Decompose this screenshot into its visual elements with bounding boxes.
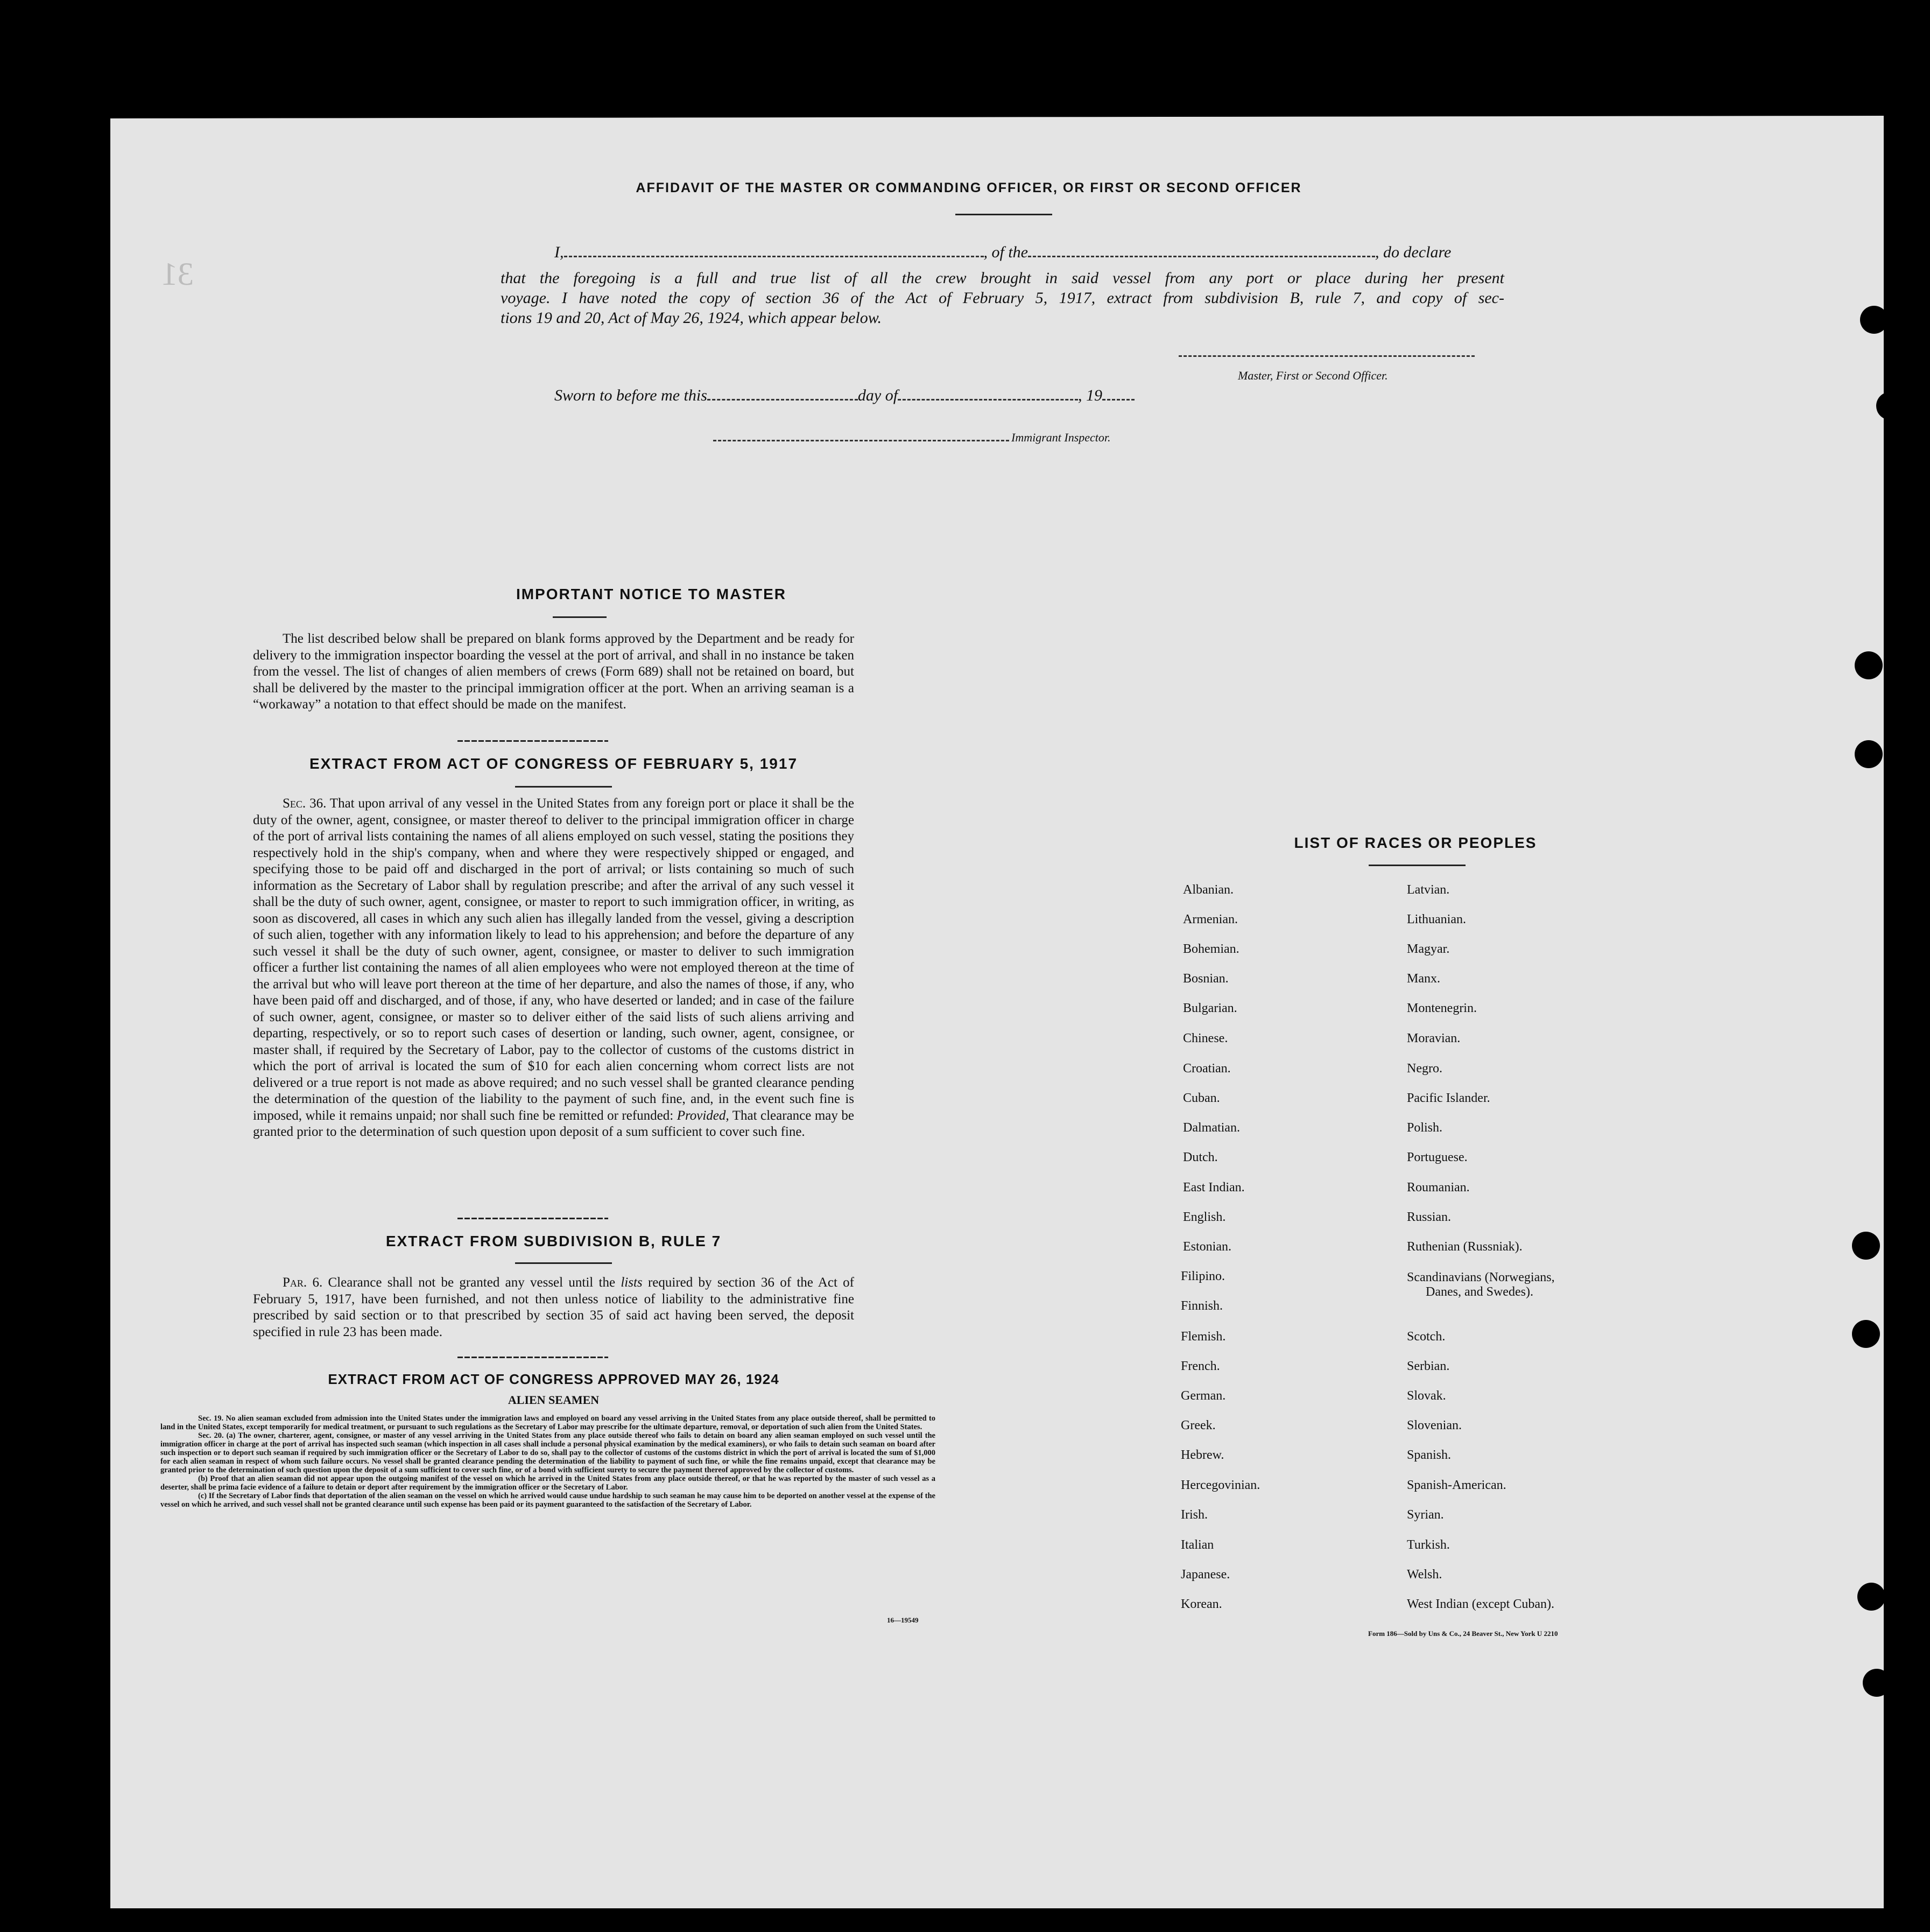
race-item: Armenian. xyxy=(1183,912,1238,926)
binder-hole xyxy=(1852,1320,1880,1348)
notice-body: The list described below shall be prepared on blank forms approved by the Department and be ready for delivery to the immigration inspector boarding the vessel at the port of arrival, and shall in no instance be taken from the vessel. The list of changes of alien members of crews (Form 689) shall not be retained on board, but shall be delivered by the master to the principal immigration officer at the port. When an arriving seaman is a “workaway” a notation to that effect should be made on the manifest. xyxy=(253,631,854,712)
extract-1917-title: EXTRACT FROM ACT OF CONGRESS OF FEBRUARY 5, 1917 xyxy=(309,755,798,772)
race-item: Roumanian. xyxy=(1407,1181,1470,1195)
race-item: Scandinavians (Norwegians, xyxy=(1407,1270,1555,1284)
race-item: Negro. xyxy=(1407,1062,1442,1076)
lists-label: lists xyxy=(621,1275,643,1290)
binder-hole xyxy=(1863,1669,1891,1697)
race-item: Serbian. xyxy=(1407,1359,1450,1373)
race-item: Japanese. xyxy=(1181,1568,1230,1582)
sworn-month-field[interactable] xyxy=(898,399,1078,401)
race-item: Dalmatian. xyxy=(1183,1121,1240,1135)
binder-hole xyxy=(1876,392,1904,420)
race-item: Croatian. xyxy=(1183,1062,1231,1076)
master-signature-label: Master, First or Second Officer. xyxy=(1238,369,1388,382)
binder-hole xyxy=(1860,306,1888,334)
race-item: Turkish. xyxy=(1407,1538,1450,1552)
race-item: English. xyxy=(1183,1210,1226,1224)
rule7-end-divider xyxy=(457,1357,608,1358)
affidavit-line2: that the foregoing is a full and true list of all the crew brought in said vessel from any port or place during her present xyxy=(501,269,1504,287)
master-signature-field[interactable] xyxy=(1179,355,1475,357)
par-6-text-b: required by section 36 of the Act of February 5, 1917, have been furnished, and not then unless notice of liability to the administrative fine prescribed by said section or to that prescribed by section 35 of said act having been served, the deposit specified in rule 23 has been made. xyxy=(253,1275,855,1339)
race-item: Moravian. xyxy=(1407,1031,1461,1045)
inspector-label: Immigrant Inspector. xyxy=(1011,431,1111,444)
race-item: Flemish. xyxy=(1181,1330,1226,1344)
race-item: Danes, and Swedes). xyxy=(1426,1285,1533,1299)
rule7-divider xyxy=(515,1262,612,1264)
race-item: Hebrew. xyxy=(1181,1448,1224,1462)
print-code: 16—19549 xyxy=(887,1616,919,1624)
margin-mark: 31 xyxy=(161,256,194,292)
form-footer: Form 186—Sold by Uns & Co., 24 Beaver St., New York U 2210 xyxy=(1368,1629,1558,1638)
race-item: Estonian. xyxy=(1183,1240,1231,1254)
inspector-signature-field[interactable] xyxy=(713,440,1009,441)
race-item: Manx. xyxy=(1407,972,1440,986)
race-item: Ruthenian (Russniak). xyxy=(1407,1240,1523,1254)
race-item: Bosnian. xyxy=(1183,972,1229,986)
race-item: German. xyxy=(1181,1389,1226,1403)
binder-hole xyxy=(1855,740,1883,768)
sworn-label: Sworn to before me this xyxy=(554,387,707,404)
affidavit-title: AFFIDAVIT OF THE MASTER OR COMMANDING OFFICER, OR FIRST OR SECOND OFFICER xyxy=(636,180,1302,195)
race-item: Filipino. xyxy=(1181,1269,1225,1283)
race-item: Irish. xyxy=(1181,1508,1208,1522)
race-item: Spanish. xyxy=(1407,1448,1452,1462)
race-item: Cuban. xyxy=(1183,1091,1220,1105)
sec-20c-text: (c) If the Secretary of Labor finds that deportation of the alien seaman on the vessel on which he arrived would cause undue hardship to such seaman he may cause him to be deported on another vessel at the expense of the vessel on which he arrived, and such vessel shall not be granted clearance until such expense has been paid or its payment guaranteed to the satisfaction of the Secretary of Labor. xyxy=(160,1492,935,1509)
title-divider xyxy=(955,214,1052,215)
notice-divider xyxy=(553,616,607,618)
sec-36-end: That clearance may be granted prior to the determination of such question upon deposit of a sum sufficient to cover such fine. xyxy=(253,1108,854,1139)
affidavit-line3: voyage. I have noted the copy of section 36 of the Act of February 5, 1917, extract from subdivision B, rule 7, and copy of sec- xyxy=(501,289,1504,307)
notice-title: IMPORTANT NOTICE TO MASTER xyxy=(516,586,787,602)
sec-19-text: Sec. 19. No alien seaman excluded from admission into the United States under the immigration laws and employed on board any vessel arriving in the United States from any place outside thereof, shall be permitted to land in the United States, except temporarily for medical treatment, or pursuant to such regulations as the Secretary of Labor may prescribe for the ultimate departure, removal, or deportation of such alien from the United States. xyxy=(160,1414,935,1431)
races-title: LIST OF RACES OR PEOPLES xyxy=(1294,834,1537,851)
rule7-body xyxy=(253,1275,854,1340)
race-item: Hercegovinian. xyxy=(1181,1478,1260,1492)
race-item: Slovak. xyxy=(1407,1389,1446,1403)
race-item: Magyar. xyxy=(1407,942,1450,956)
act-1924-body xyxy=(160,1414,935,1509)
race-item: West Indian (except Cuban). xyxy=(1407,1597,1554,1611)
race-item: Portuguese. xyxy=(1407,1150,1468,1164)
race-item: Welsh. xyxy=(1407,1568,1442,1582)
sec-36-label: Sec. 36. xyxy=(283,796,327,811)
binder-hole xyxy=(1857,1583,1885,1611)
race-item: East Indian. xyxy=(1183,1181,1245,1195)
alien-seamen-subtitle: ALIEN SEAMEN xyxy=(508,1393,600,1407)
par-6-text-a: Clearance shall not be granted any vessel until the xyxy=(328,1275,616,1290)
extract-1917-end-divider xyxy=(457,1218,608,1219)
do-declare-label: , do declare xyxy=(1375,243,1452,261)
race-item: French. xyxy=(1181,1359,1220,1373)
race-item: Scotch. xyxy=(1407,1330,1446,1344)
sworn-year-field[interactable] xyxy=(1102,399,1135,401)
affidavit-line1 xyxy=(554,243,1504,262)
vessel-name-field[interactable] xyxy=(1028,256,1375,257)
race-item: Italian xyxy=(1181,1538,1214,1552)
rule7-title: EXTRACT FROM SUBDIVISION B, RULE 7 xyxy=(385,1233,722,1249)
act-1924-title: EXTRACT FROM ACT OF CONGRESS APPROVED MAY 26, 1924 xyxy=(328,1371,779,1387)
declarant-name-field[interactable] xyxy=(564,256,984,257)
binder-hole xyxy=(1855,651,1883,679)
day-of-label: day of xyxy=(857,387,898,404)
extract-1917-divider xyxy=(515,786,612,788)
race-item: Korean. xyxy=(1181,1597,1222,1611)
race-item: Dutch. xyxy=(1183,1150,1218,1164)
par-6-label: Par. 6. xyxy=(283,1275,323,1290)
race-item: Spanish-American. xyxy=(1407,1478,1506,1492)
sec-20a-text: Sec. 20. (a) The owner, charterer, agent, consignee, or master of any vessel arriving in the United States from any place outside thereof who fails to detain on board any alien seaman employed on such vessel until the immigration officer in charge at the port of arrival has inspected such seaman (which inspection in all cases shall include a personal physical examination by the medical examiners), or who fails to detain such seaman on board after such inspection or to deport such seaman if required by such immigration officer or the Secretary of Labor to do so, shall pay to the collector of customs of the customs district in which the port of arrival is located the sum of $1,000 for each alien seaman in respect of whom such failure occurs. No vessel shall be granted clearance pending the determination of the liability to payment of such fine, or while the fine remains unpaid, except that clearance may be granted prior to the determination of such question upon the deposit of a sum sufficient to cover such fine, or of a bond with sufficient surety to secure the payment thereof approved by the collector of customs. xyxy=(160,1431,935,1474)
notice-end-divider xyxy=(457,740,608,742)
race-item: Chinese. xyxy=(1183,1031,1228,1045)
i-label: I, xyxy=(554,243,564,261)
race-item: Bulgarian. xyxy=(1183,1001,1237,1015)
race-item: Greek. xyxy=(1181,1418,1216,1432)
race-item: Syrian. xyxy=(1407,1508,1444,1522)
race-item: Polish. xyxy=(1407,1121,1443,1135)
races-divider xyxy=(1369,865,1466,866)
of-the-label: , of the xyxy=(983,243,1028,261)
race-item: Pacific Islander. xyxy=(1407,1091,1490,1105)
race-item: Slovenian. xyxy=(1407,1418,1462,1432)
race-item: Bohemian. xyxy=(1183,942,1239,956)
race-item: Russian. xyxy=(1407,1210,1452,1224)
extract-1917-body xyxy=(253,796,854,1141)
sec-36-text: That upon arrival of any vessel in the United States from any foreign port or place it shall be the duty of the owner, agent, consignee, or master thereof to deliver to the principal immigration officer in charge of the port of arrival lists containing the names of all aliens employed on such vessel, stating the positions they respectively hold in the ship's company, when and where they were respectively shipped or engaged, and specifying those to be paid off and discharged in the port of arrival; or lists containing so much of such information as the Secretary of Labor shall by regulation prescribe; and after the arrival of any such vessel it shall be the duty of such owner, agent, consignee, or master to report to such immigration officer, in writing, as soon as discovered, all cases in which any such alien has illegally landed from the vessel, giving a description of such alien, together with any information likely to lead to his apprehension; and before the departure of any such vessel it shall be the duty of such owner, agent, consignee, or master to deliver to such immigration officer a further list containing the names of all alien employees who were not employed thereon at the time of the arrival but who will leave port thereon at the time of her departure, and also the names of those, if any, who have been paid off and discharged, and of those, if any, who have deserted or landed; and in case of the failure of such owner, agent, consignee, or master so to deliver either of the said lists of such aliens arriving and departing, respectively, or so to report such cases of desertion or landing, such owner, agent, consignee, or master shall, if required by the Secretary of Labor, pay to the collector of customs of the customs district in which the port of arrival is located the sum of $10 for each alien concerning whom correct lists are not delivered or a true report is not made as above required; and no such vessel shall be granted clearance pending the determination of the question of the liability to the payment of such fine, and, in the event such fine is imposed, while it remains unpaid; nor shall such fine be remitted or refunded: xyxy=(253,796,854,1123)
provided-label: Provided, xyxy=(677,1108,729,1123)
race-item: Latvian. xyxy=(1407,883,1450,897)
race-item: Lithuanian. xyxy=(1407,912,1466,926)
sworn-day-field[interactable] xyxy=(707,399,858,401)
inspector-line xyxy=(713,431,1111,445)
race-item: Finnish. xyxy=(1181,1299,1223,1313)
year-label: , 19 xyxy=(1078,387,1103,404)
affidavit-line4: tions 19 and 20, Act of May 26, 1924, which appear below. xyxy=(501,309,882,327)
race-item: Montenegrin. xyxy=(1407,1001,1477,1015)
binder-hole xyxy=(1852,1232,1880,1260)
race-item: Albanian. xyxy=(1183,883,1234,897)
sworn-line xyxy=(554,387,1135,405)
sec-20b-text: (b) Proof that an alien seaman did not appear upon the outgoing manifest of the vessel on which he arrived in the United States from any place outside thereof, or that he was reported by the master of such vessel as a deserter, shall be prima facie evidence of a failure to detain or deport after requirement by the immigration officer or the Secretary of Labor. xyxy=(160,1474,935,1492)
